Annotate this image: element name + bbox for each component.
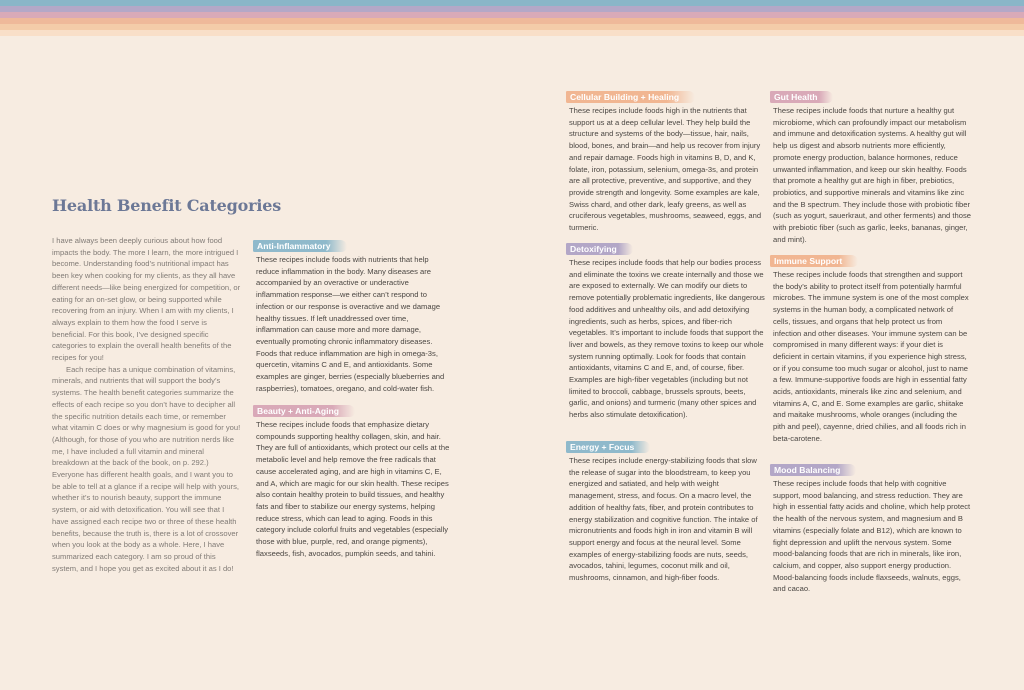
category-text: These recipes include foods high in the nutrients that support us at a deep cellular level. They help build the structure and systems of the body—tissue, hair, nails, blood, bones, and brain—and help us recover from injury and repair damage. Foods high in vitamins B, D, and K, folate, iron, potassium, selenium, omega-3s, and protein are all protective, preventive, and supportive, and they provide strength and longevity. Some examples are kale, Swiss chard, and other dark, leafy greens, as well as cruciferous vegetables, mushrooms, seaweed, eggs, and turmeric. xyxy=(569,106,762,233)
category-text: These recipes include foods that help our bodies process and eliminate the toxins we create internally and those we are exposed to externally. We can modify our diets to remove potentially problematic ingredients, like dangerous food additives and unhealthy oils, and add detoxifying ingredients, such as herbs, spices, and fiber-rich vegetables. It’s important to include foods that support the liver and bowels, as they remove toxins to keep our whole system running optimally. Look for foods that contain antioxidants, vitamins C and E, and, of course, fiber. Examples are high-fiber vegetables (including but not limited to broccoli, cabbage, brussels sprouts, beets, garlic, and onions) and turmeric (many other spices and herbs also stimulate detoxification). xyxy=(569,258,765,420)
category-text: These recipes include energy-stabilizing foods that slow the release of sugar into the bloodstream, to keep you energized and satiated, and help with weight management, stress, and focus. On a macro level, the addition of healthy fats, fiber, and protein contributes to energy stabilization and cognitive function. The intake of micronutrients and foods high in iron and vitamin B will support energy and focus at the neural level. Some examples of energy-stabilizing foods are nuts, seeds, avocados, tahini, legumes, coconut milk and oil, mushrooms, cinnamon, and high-fiber foods. xyxy=(569,456,758,583)
category-text: These recipes include foods that emphasize dietary compounds supporting healthy collagen, skin, and hair. They are full of antioxidants, which protect our cells at the metabolic level and help remove the free radicals that cause accelerated aging, and are high in vitamins C, E, and A, which are magic for our skin health. These recipes also contain healthy protein to build tissues, and healthy fats and fiber to stabilize our energy systems, helping reduce stress, which can lead to aging. Foods in this category include colorful fruits and vegetables (especially those with blue, purple, red, and orange pigments), flaxseeds, fish, avocados, pumpkin seeds, and tahini. xyxy=(256,420,450,558)
category-tag: Immune Support xyxy=(770,255,858,267)
decorative-stripes xyxy=(0,0,1024,36)
category-tag: Mood Balancing xyxy=(770,464,856,476)
category-gut-health xyxy=(773,87,971,245)
category-immune-support xyxy=(773,251,971,445)
stripe xyxy=(0,30,1024,36)
category-text: These recipes include foods that nurture a healthy gut microbiome, which can profoundly impact our metabolism and immune and detoxification systems. A healthy gut will help us digest and absorb nutrients more efficiently, promote energy production, balance hormones, reduce unwanted inflammation, and keep our skin healthy. Foods that promote a healthy gut are high in fiber, prebiotics, probiotics, and supportive minerals and vitamins like zinc and the B spectrum. They include those with probiotic fiber (such as yogurt, sauerkraut, and other ferments) and those with prebiotic fiber (such as garlic, leeks, bananas, ginger, and mint). xyxy=(773,106,971,244)
category-detoxifying xyxy=(569,239,765,421)
category-tag: Gut Health xyxy=(770,91,833,103)
category-text: These recipes include foods that strengthen and support the body’s ability to protect itself from potentially harmful microbes. The immune system is one of the most complex systems in the human body, a complicated network of cells, tissues, and organs that help protect us from infection and other diseases. Your immune system can be compromised in many different ways: if your diet is deficient in certain vitamins, if you experience high stress, or if you consume too much sugar or alcohol, just to name a few. Immune-supportive foods are high in essential fatty acids, antioxidants, minerals like zinc and selenium, and vitamins A, C, and E. Some examples are garlic, shiitake and maitake mushrooms, whole oranges (including the pith and peel), cayenne, dried chilies, and all foods rich in beta-carotene. xyxy=(773,270,969,443)
category-tag: Beauty + Anti-Aging xyxy=(253,405,355,417)
page-title: Health Benefit Categories xyxy=(52,196,282,215)
category-mood-balancing xyxy=(773,460,971,595)
category-tag: Energy + Focus xyxy=(566,441,650,453)
category-anti-inflammatory xyxy=(256,236,450,394)
category-energy-focus xyxy=(569,437,765,584)
intro-paragraph: Each recipe has a unique combination of vitamins, minerals, and nutrients that will support the body’s systems. The health benefit categories summarize the effects of each recipe so you don’t have to decipher all the specific nutrition details each time, or remember what vitamin C does or why magnesium is good for you! (Although, for those of you who are nutrition nerds like me, I have included a full vitamin and mineral breakdown at the back of the book, on p. 292.) Everyone has different health goals, and I want you to be able to tell at a glance if a recipe will help with yours, whether it’s to nourish beauty, support the immune system, or aid with detoxification. You will see that I have assigned each recipe two or three of these health benefits, because the truth is, there is a lot of crossover when you look at the body as a whole. Here, I have summarized each category. I am so proud of this system, and I hope you get as excited about it as I do! xyxy=(52,364,241,573)
category-tag: Anti-Inflammatory xyxy=(253,240,347,252)
category-tag: Cellular Building + Healing xyxy=(566,91,695,103)
category-beauty-anti-aging xyxy=(256,401,450,559)
intro-paragraph: I have always been deeply curious about how food impacts the body. The more I learn, the more intrigued I become. Understanding food’s nutritional impact has been key when cooking for my clients, as they all have different needs—like being energized for competition, or eating for an on-set glow, or being supported while recovering from an injury. When I am with my clients, I always explain to them how the food I serve is beneficial. For this book, I’ve designed specific categories to explain the overall health benefits of the recipes for you! xyxy=(52,236,241,363)
intro-text xyxy=(52,235,242,574)
category-tag: Detoxifying xyxy=(566,243,633,255)
category-text: These recipes include foods with nutrients that help reduce inflammation in the body. Many diseases are accompanied by an overactive or underactive inflammation response—we either can’t respond to infection or our response is overactive and we damage healthy tissues. If left unaddressed over time, inflammation can cause more and more damage, eventually promoting chronic inflammatory diseases. Foods that reduce inflammation are high in omega-3s, quercetin, vitamins C and E, and antioxidants. Some examples are ginger, berries (especially blueberries and raspberries), tomatoes, oregano, and cold-water fish. xyxy=(256,255,445,393)
category-cellular-building-healing xyxy=(569,87,765,234)
category-text: These recipes include foods that help with cognitive support, mood balancing, and stress reduction. They are high in essential fatty acids and choline, which help protect the health of the nervous system, and magnesium and B vitamins (especially folate and B12), which are known to fight depression and uplift the nervous system. Some mood-balancing foods that are rich in minerals, like iron, calcium, and copper, also support energy production. Mood-balancing foods include flaxseeds, walnuts, eggs, and cacao. xyxy=(773,479,971,594)
